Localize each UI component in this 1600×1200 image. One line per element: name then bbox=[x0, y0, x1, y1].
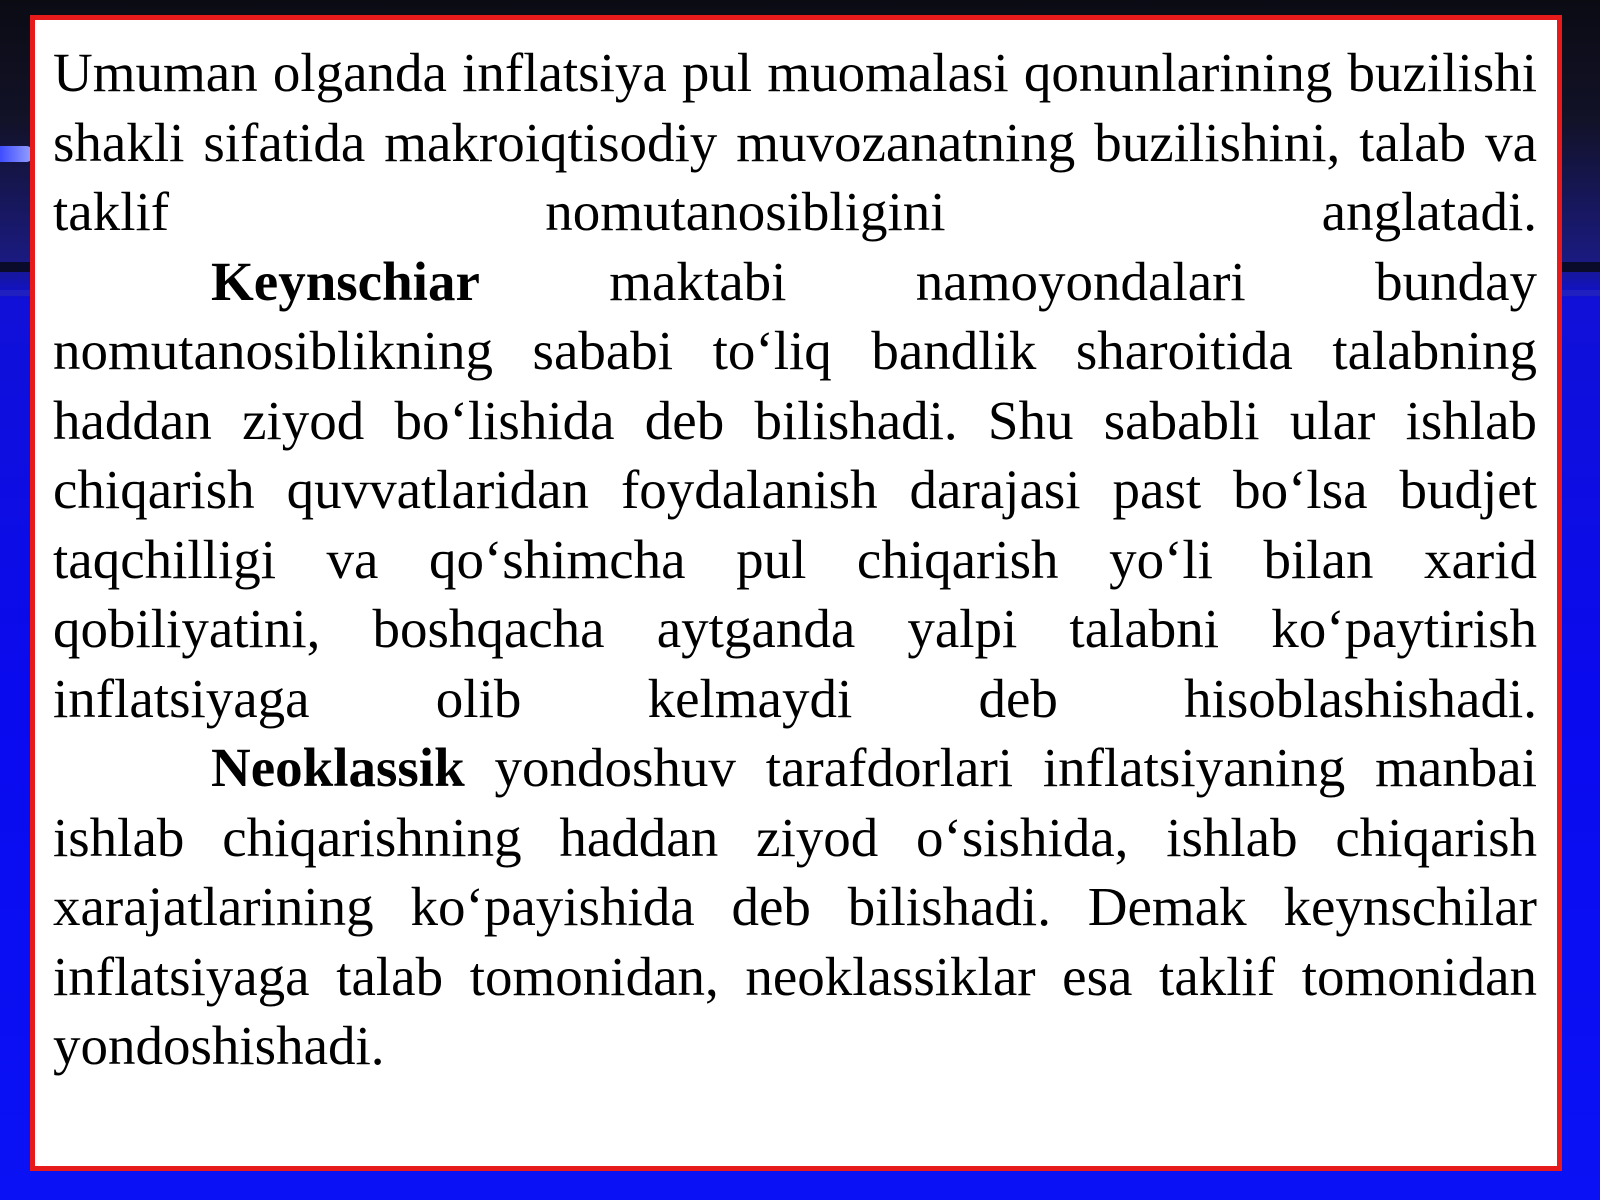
slide-arrow-accent bbox=[0, 146, 34, 162]
paragraph-keynesian bbox=[53, 247, 1537, 734]
keynesian-term: Keynschiar bbox=[211, 250, 480, 312]
neoclassical-term: Neoklassik bbox=[211, 737, 465, 798]
paragraph-intro: Umuman olganda inflatsiya pul muomalasi qonunlarining buzilishi shakli sifatida makroiqtisodiy muvozanatning buzilishini, talab va taklif nomutanosibligini anglatadi. bbox=[53, 42, 1537, 242]
keynesian-text: maktabi namoyondalari bunday nomutanosiblikning sababi to‘liq bandlik sharoitida talabning haddan ziyod bo‘lishida deb bilishadi. Shu sababli ular ishlab chiqarish quvvatlaridan foydalanish darajasi past bo‘lsa budjet taqchilligi va qo‘shimcha pul chiqarish yo‘li bilan xarid qobiliyatini, boshqacha aytganda yalpi talabni ko‘paytirish inflatsiyaga olib kelmaydi deb hisoblashishadi. bbox=[53, 250, 1537, 729]
neoclassical-text: yondoshuv tarafdorlari inflatsiyaning manbai ishlab chiqarishning haddan ziyod o‘sishida, ishlab chiqarish xarajatlarining ko‘payishida deb bilishadi. Demak keynschilar inflatsiyaga talab tomonidan, neoklassiklar esa taklif tomonidan yondoshishadi. bbox=[53, 737, 1537, 1076]
text-frame bbox=[30, 15, 1562, 1171]
paragraph-neoclassical bbox=[53, 733, 1537, 1081]
